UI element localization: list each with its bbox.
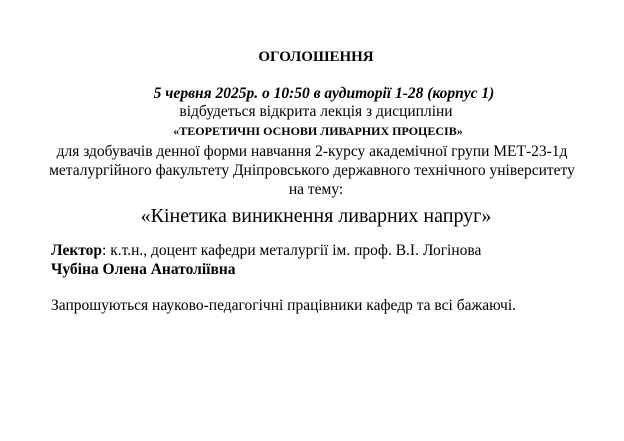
open-lecture-text: відбудеться відкрита лекція з дисципліни (179, 103, 453, 120)
audience-line-3: на тему: (288, 181, 344, 198)
invitation-text: Запрошуються науково-педагогічні працівники кафедр та всі бажаючі. (51, 297, 517, 314)
lecturer-details: : к.т.н., доцент кафедри металургії ім. проф. В.І. Логінова (102, 242, 482, 259)
lecture-topic: «Кінетика виникнення ливарних напруг» (140, 205, 492, 227)
discipline-name: «ТЕОРЕТИЧНІ ОСНОВИ ЛИВАРНИХ ПРОЦЕСІВ» (173, 124, 463, 138)
lecturer-line (51, 243, 481, 259)
announcement-title: ОГОЛОШЕННЯ (258, 49, 374, 65)
audience-line-2: металургійного факультету Дніпровського державного технічного університету (49, 162, 575, 179)
event-date-location: 5 червня 2025р. о 10:50 в аудиторії 1-28 (корпус 1) (153, 85, 495, 102)
lecturer-label: Лектор (51, 242, 103, 259)
lecturer-name: Чубіна Олена Анатоліївна (51, 261, 236, 278)
audience-line-1: для здобувачів денної форми навчання 2-курсу академічної групи МЕТ-23-1д (56, 143, 568, 160)
